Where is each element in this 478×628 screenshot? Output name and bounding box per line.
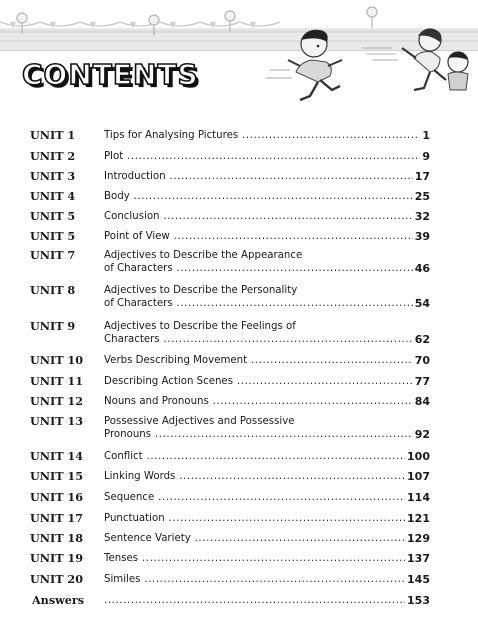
toc-unit-label: UNIT 3: [30, 169, 76, 183]
toc-page-number: 77: [414, 375, 430, 388]
toc-page-number: 62: [414, 333, 430, 346]
toc-page-number: 129: [407, 532, 430, 545]
toc-page-number: 17: [414, 170, 430, 183]
toc-unit-label: UNIT 10: [30, 353, 84, 367]
toc-unit-label: UNIT 12: [30, 394, 84, 408]
toc-unit-label: UNIT 18: [30, 531, 84, 545]
toc-page-number: 46: [414, 262, 430, 275]
toc-unit-label: UNIT 5: [30, 229, 76, 243]
toc-unit-label: UNIT 16: [30, 490, 84, 504]
toc-title: Tips for Analysing Pictures: [104, 130, 239, 141]
toc-unit-label: UNIT 1: [30, 128, 76, 142]
toc-unit-label: UNIT 17: [30, 511, 84, 525]
toc-title: Nouns and Pronouns: [104, 396, 209, 407]
toc-title: Conflict: [104, 451, 143, 462]
toc-page-number: 114: [407, 491, 430, 504]
toc-title: Point of View: [104, 231, 170, 242]
toc-page-number: 32: [414, 210, 430, 223]
toc-title: Body: [104, 191, 130, 202]
toc-unit-label: UNIT 4: [30, 189, 76, 203]
toc-title: Tenses: [104, 553, 139, 564]
toc-page-number: 92: [414, 428, 430, 441]
toc-page-number: 70: [414, 354, 430, 367]
toc-unit-label: UNIT 11: [30, 374, 84, 388]
toc-page-number: 137: [407, 552, 430, 565]
toc-unit-label: UNIT 8: [30, 283, 76, 297]
toc-title: Describing Action Scenes: [104, 376, 234, 387]
toc-title: Conclusion: [104, 211, 160, 222]
toc-unit-label: UNIT 15: [30, 469, 84, 483]
toc-unit-label: UNIT 7: [30, 248, 76, 262]
toc-page-number: 84: [414, 395, 430, 408]
toc-title: Characters: [104, 334, 160, 345]
toc-page-number: 145: [407, 573, 430, 586]
toc-title: Sequence: [104, 492, 155, 503]
toc-title: Verbs Describing Movement: [104, 355, 248, 366]
toc-unit-label: UNIT 9: [30, 319, 76, 333]
toc-title: Punctuation: [104, 513, 165, 524]
toc-page-number: 107: [407, 470, 430, 483]
toc-title: Similes: [104, 574, 141, 585]
toc-title: Adjectives to Describe the Personality: [104, 285, 298, 296]
toc-title: Plot: [104, 151, 124, 162]
toc-title: Linking Words: [104, 471, 176, 482]
toc-unit-label: UNIT 5: [30, 209, 76, 223]
toc-title: Pronouns: [104, 429, 152, 440]
toc-title: Introduction: [104, 171, 166, 182]
toc-title: Adjectives to Describe the Appearance: [104, 250, 303, 261]
toc-title: Sentence Variety: [104, 533, 191, 544]
toc-title: Adjectives to Describe the Feelings of: [104, 321, 296, 332]
toc-page-number: 54: [414, 297, 430, 310]
toc-page-number: 121: [407, 512, 430, 525]
toc-unit-label: UNIT 2: [30, 149, 76, 163]
toc-page-number: 39: [414, 230, 430, 243]
page-title: CONTENTS: [22, 58, 199, 91]
toc-title: of Characters: [104, 298, 173, 309]
toc-page-number: 25: [414, 190, 430, 203]
toc-unit-label: UNIT 14: [30, 449, 84, 463]
toc-unit-label: UNIT 20: [30, 572, 84, 586]
toc-unit-label: UNIT 19: [30, 551, 84, 565]
toc-unit-label: UNIT 13: [30, 414, 84, 428]
toc-unit-label: Answers: [32, 593, 85, 607]
toc-page-number: 100: [407, 450, 430, 463]
toc-page-number: 9: [422, 150, 430, 163]
toc-title: Possessive Adjectives and Possessive: [104, 416, 295, 427]
toc-page-number: 1: [422, 129, 430, 142]
toc-page-number: 153: [407, 594, 430, 607]
toc-title: of Characters: [104, 263, 173, 274]
